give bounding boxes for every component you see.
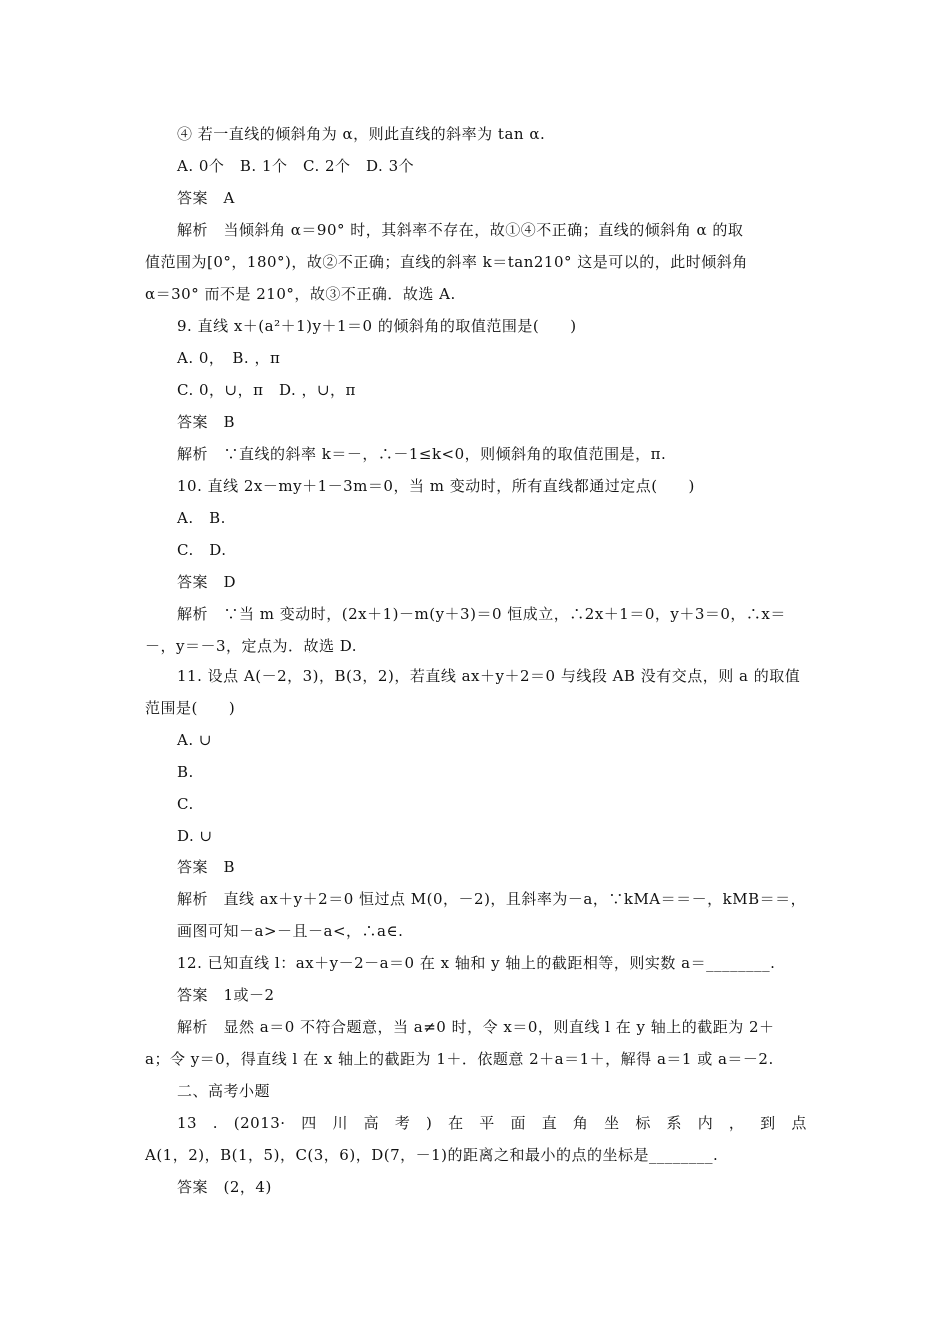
word: ) bbox=[426, 1114, 433, 1132]
word: . bbox=[212, 1114, 219, 1132]
word: 高 bbox=[363, 1114, 380, 1132]
text-line: ④ 若一直线的倾斜角为 α，则此直线的斜率为 tan α. bbox=[177, 125, 546, 143]
text-line: 答案 (2，4) bbox=[177, 1178, 272, 1196]
word: ， bbox=[728, 1114, 745, 1132]
text-line: a；令 y＝0，得直线 l 在 x 轴上的截距为 1＋．依题意 2＋a＝1＋，解得 a＝1 或 a＝－2. bbox=[145, 1050, 774, 1068]
text-line: 解析 ∵当 m 变动时，(2x＋1)－m(y＋3)＝0 恒成立，∴2x＋1＝0，y＋3＝0，∴x＝ bbox=[177, 605, 786, 623]
word: 点 bbox=[791, 1114, 807, 1132]
word: 坐 bbox=[604, 1114, 620, 1132]
text-line: 9. 直线 x＋(a²＋1)y＋1＝0 的倾斜角的取值范围是( ) bbox=[177, 317, 577, 335]
text-line: 12. 已知直线 l：ax＋y－2－a＝0 在 x 轴和 y 轴上的截距相等，则实数 a＝________. bbox=[177, 954, 776, 972]
text-line: A. 0， B. ，π bbox=[177, 349, 281, 367]
word: 四 bbox=[301, 1114, 317, 1132]
text-line: A. B. bbox=[177, 509, 226, 527]
text-line: B. bbox=[177, 763, 194, 781]
word: 标 bbox=[635, 1114, 651, 1132]
word: (2013· bbox=[233, 1114, 286, 1132]
word: 平 bbox=[479, 1114, 495, 1132]
word: 内 bbox=[697, 1114, 714, 1132]
text-line: 答案 1或－2 bbox=[177, 986, 275, 1004]
word: 13 bbox=[177, 1114, 198, 1132]
text-line: 答案 A bbox=[177, 189, 235, 207]
section-heading: 二、高考小题 bbox=[177, 1082, 271, 1100]
text-line: 解析 当倾斜角 α＝90° 时，其斜率不存在，故①④不正确；直线的倾斜角 α 的取 bbox=[177, 221, 744, 239]
text-line: A(1，2)，B(1，5)，C(3，6)，D(7，－1)的距离之和最小的点的坐标是________. bbox=[145, 1146, 719, 1164]
text-line: 值范围为[0°，180°)，故②不正确；直线的斜率 k＝tan210° 这是可以的，此时倾斜角 bbox=[145, 253, 748, 271]
text-line: 解析 直线 ax＋y＋2＝0 恒过点 M(0，－2)，且斜率为－a，∵kMA＝＝－，kMB＝＝， bbox=[177, 890, 807, 908]
text-line: 画图可知－a>－且－a<，∴a∈. bbox=[177, 922, 404, 940]
word: 川 bbox=[332, 1114, 348, 1132]
text-line-q13 bbox=[177, 1113, 807, 1133]
text-line: C. bbox=[177, 795, 194, 813]
text-line: C. D. bbox=[177, 541, 227, 559]
text-line: 范围是( ) bbox=[145, 699, 236, 717]
text-line: A. ∪ bbox=[177, 731, 212, 749]
text-line: 11. 设点 A(－2，3)，B(3，2)，若直线 ax＋y＋2＝0 与线段 AB 没有交点，则 a 的取值 bbox=[177, 667, 801, 685]
text-line: 答案 B bbox=[177, 413, 236, 431]
word: 在 bbox=[448, 1114, 464, 1132]
word: 直 bbox=[541, 1114, 558, 1132]
text-line: C. 0，∪，π D. ，∪，π bbox=[177, 381, 356, 399]
text-line: －，y＝－3，定点为．故选 D. bbox=[145, 637, 358, 655]
text-line: α＝30° 而不是 210°，故③不正确．故选 A. bbox=[145, 285, 456, 303]
word: 到 bbox=[760, 1114, 776, 1132]
word: 考 bbox=[394, 1114, 411, 1132]
text-line: 答案 B bbox=[177, 858, 236, 876]
word: 面 bbox=[510, 1114, 527, 1132]
word: 系 bbox=[666, 1114, 683, 1132]
word: 角 bbox=[572, 1114, 589, 1132]
text-line: 解析 显然 a＝0 不符合题意，当 a≠0 时，令 x＝0，则直线 l 在 y 轴上的截距为 2＋ bbox=[177, 1018, 775, 1036]
text-line: 答案 D bbox=[177, 573, 237, 591]
text-line: A. 0个 B. 1个 C. 2个 D. 3个 bbox=[177, 157, 415, 175]
text-line: D. ∪ bbox=[177, 827, 213, 845]
text-line: 10. 直线 2x－my＋1－3m＝0，当 m 变动时，所有直线都通过定点( ) bbox=[177, 477, 695, 495]
text-line: 解析 ∵直线的斜率 k＝－，∴－1≤k<0，则倾斜角的取值范围是，π. bbox=[177, 445, 667, 463]
